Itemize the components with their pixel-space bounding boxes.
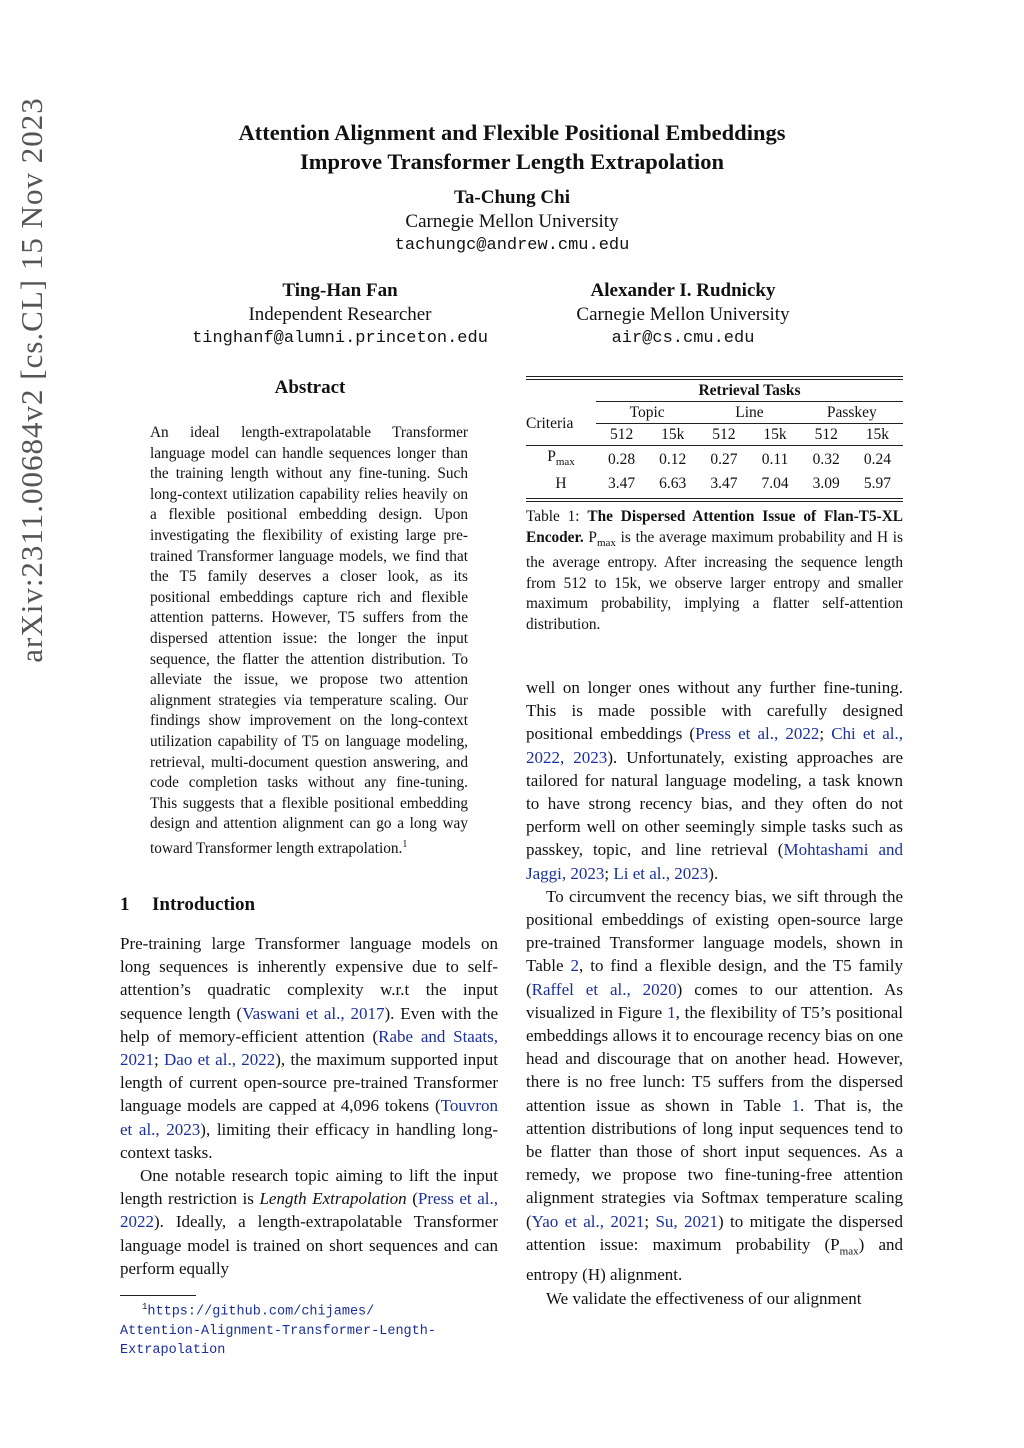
abstract-heading: Abstract — [274, 377, 346, 398]
abstract-body — [150, 423, 468, 860]
author-name: Ta-Chung Chi — [454, 187, 570, 208]
group-header: Line — [698, 402, 800, 424]
citation-link[interactable]: Yao et al., 2021 — [531, 1211, 645, 1231]
table-cell: 0.27 — [710, 451, 738, 469]
table-group-title: Retrieval Tasks — [596, 380, 903, 402]
row-label: $P_{max}$ — [547, 448, 575, 469]
table-cell: 3.47 — [710, 475, 738, 493]
citation-link[interactable]: Press et al., 2022 — [120, 1189, 498, 1232]
table-row — [526, 446, 903, 474]
author-affiliation: Carnegie Mellon University — [405, 211, 619, 232]
arxiv-stamp: arXiv:2311.00684v2 [cs.CL] 15 Nov 2023 — [14, 97, 49, 663]
length-header: 15k — [865, 426, 890, 443]
footnote-url-part-1[interactable]: https://github.com/chijames/ — [147, 1304, 375, 1320]
author-email[interactable]: tinghanf@alumni.princeton.edu — [192, 329, 488, 348]
citation-link[interactable]: Press et al., 2022 — [695, 724, 820, 744]
table-rule — [526, 498, 903, 499]
title-line-2: Improve Transformer Length Extrapolation — [300, 149, 724, 174]
length-header: 15k — [763, 426, 787, 443]
citation-link[interactable]: 2 — [570, 956, 579, 976]
table-cell: 0.12 — [659, 451, 687, 469]
author-right — [533, 279, 833, 351]
table-cell: 6.63 — [659, 475, 687, 493]
author-affiliation: Carnegie Mellon University — [576, 304, 790, 325]
paper-title — [120, 118, 904, 176]
title-line-1: Attention Alignment and Flexible Positional Embeddings — [238, 120, 786, 145]
citation-link[interactable]: Su, 2021 — [655, 1211, 719, 1231]
criteria-header: Criteria — [526, 414, 574, 432]
footnote-marker[interactable]: 1 — [402, 838, 408, 850]
author-left — [160, 279, 520, 351]
table-cell: 3.09 — [812, 475, 840, 493]
citation-link[interactable]: 1 — [667, 1002, 676, 1022]
footnote — [120, 1298, 540, 1360]
paragraph: Pre-training large Transformer language models on long sequences is inherently expensive due to self-attention’s quadratic complexity w.r.t the input sequence length (Vaswani et al., 2017). Even with the help of memory-efficient attention (Rabe and Staats, 2021; Dao et al., 2022), the maximum supported input length of current open-source pre-trained Transformer language models are capped at 4,096 tokens (Touvron et al., 2023), limiting their efficacy in handling long-context tasks. — [120, 934, 499, 1162]
author-affiliation: Independent Researcher — [248, 304, 432, 325]
citation-link[interactable]: Touvron et al., 2023 — [120, 1096, 498, 1139]
intro-right-column — [526, 676, 903, 1310]
table-caption: Table 1: The Dispersed Attention Issue of Flan-T5-XL Encoder. $P_{max}$ is the average maximum probability and H is the average entropy. After increasing the sequence length from 512 to 15k, we observe larger entropy and smaller maximum probability, implying a flatter self-attention distribution. — [526, 508, 903, 634]
section-number: 1 — [120, 894, 130, 915]
citation-link[interactable]: Vaswani et al., 2017 — [242, 1003, 385, 1023]
table-cell: 3.47 — [608, 475, 636, 493]
citation-link[interactable]: Chi et al., 2022, 2023 — [526, 724, 903, 767]
table-row — [526, 473, 903, 494]
results-table — [526, 376, 903, 502]
group-header: Passkey — [801, 402, 903, 424]
author-name: Ting-Han Fan — [282, 280, 398, 301]
author-name: Alexander I. Rudnicky — [590, 280, 776, 301]
paragraph: One notable research topic aiming to lift the input length restriction is Length Extrapolation (Press et al., 2022). Ideally, a length-extrapolatable Transformer language model is trained on short sequences and can perform equally — [120, 1166, 498, 1278]
table-cell: 0.32 — [812, 451, 840, 469]
author-primary — [312, 186, 712, 258]
footnote-number: 1 — [142, 1302, 148, 1312]
length-header: 512 — [609, 426, 634, 443]
length-header: 512 — [814, 426, 838, 443]
table-cell: 7.04 — [761, 475, 789, 493]
section-heading-introduction — [120, 894, 500, 916]
paragraph: To circumvent the recency bias, we sift through the positional embeddings of existing open-source large pre-trained Transformer language models, shown in Table 2, to find a flexible design, and the T5 family (Raffel et al., 2020) comes to our attention. As visualized in Figure 1, the flexibility of T5’s positional embeddings allows it to encourage recency bias on one head and discourage that on another head. However, there is no free lunch: T5 suffers from the dispersed attention issue as shown in Table 1. That is, the attention distributions of long input sequences tend to be flatter than those of short input sequences. As a remedy, we propose two fine-tuning-free attention alignment strategies via Softmax temperature scaling (Yao et al., 2021; Su, 2021) to mitigate the dispersed attention issue: maximum probability $(P_{max})$ and entropy (H) alignment. — [526, 886, 904, 1285]
row-label: H — [555, 475, 567, 493]
citation-link[interactable]: Raffel et al., 2020 — [531, 979, 677, 999]
table-rule — [526, 501, 903, 502]
footnote-url-part-2[interactable]: Attention-Alignment-Transformer-Length-Extrapolation — [120, 1323, 436, 1358]
table-cell: 0.24 — [863, 451, 891, 469]
author-email[interactable]: tachungc@andrew.cmu.edu — [394, 236, 630, 255]
author-email[interactable]: air@cs.cmu.edu — [611, 329, 755, 348]
table-cell: 0.28 — [608, 451, 636, 469]
citation-link[interactable]: Mohtashami and Jaggi, 2023 — [526, 840, 903, 883]
abstract-text: An ideal length-extrapolatable Transformer language model can handle sequences longer than the training length without any fine-tuning. Such long-context utilization capability relies heavily on a flexible positional embedding design. Upon investigating the flexibility of existing large pre-trained Transformer language models, we find that the T5 family deserves a closer look, as its positional embeddings capture rich and flexible attention patterns. However, T5 suffers from the dispersed attention issue: the longer the input sequence, the flatter the attention distribution. To alleviate the issue, we propose two attention alignment strategies via temperature scaling. Our findings show improvement on the long-context utilization capability of T5 on language modeling, retrieval, multi-document question answering, and code completion tasks without any fine-tuning. This suggests that a flexible positional embedding design and attention alignment can go a long way toward Transformer length extrapolation. — [150, 424, 468, 857]
intro-left-column — [120, 932, 498, 1280]
table-cell: 0.11 — [761, 451, 789, 469]
length-header: 15k — [661, 426, 685, 443]
footnote-rule — [120, 1295, 196, 1296]
citation-link[interactable]: Dao et al., 2022 — [164, 1050, 276, 1070]
table-cell: 5.97 — [863, 475, 891, 493]
length-header: 512 — [712, 426, 736, 443]
table-rule — [526, 376, 903, 377]
section-title: Introduction — [152, 894, 256, 915]
group-header: Topic — [596, 402, 698, 424]
citation-link[interactable]: 1 — [791, 1095, 801, 1115]
citation-link[interactable]: Rabe and Staats, 2021 — [120, 1026, 498, 1070]
citation-link[interactable]: Li et al., 2023 — [613, 863, 709, 883]
paragraph: well on longer ones without any further fine-tuning. This is made possible with carefully designed positional embeddings (Press et al., 2022; Chi et al., 2022, 2023). Unfortunately, existing approaches are tailored for natural language modeling, a task known to have strong recency bias, and they often do not perform well on other seemingly simple tasks such as passkey, topic, and line retrieval (Mohtashami and Jaggi, 2023; Li et al., 2023). — [526, 678, 903, 883]
paragraph: We validate the effectiveness of our alignment — [546, 1288, 862, 1308]
